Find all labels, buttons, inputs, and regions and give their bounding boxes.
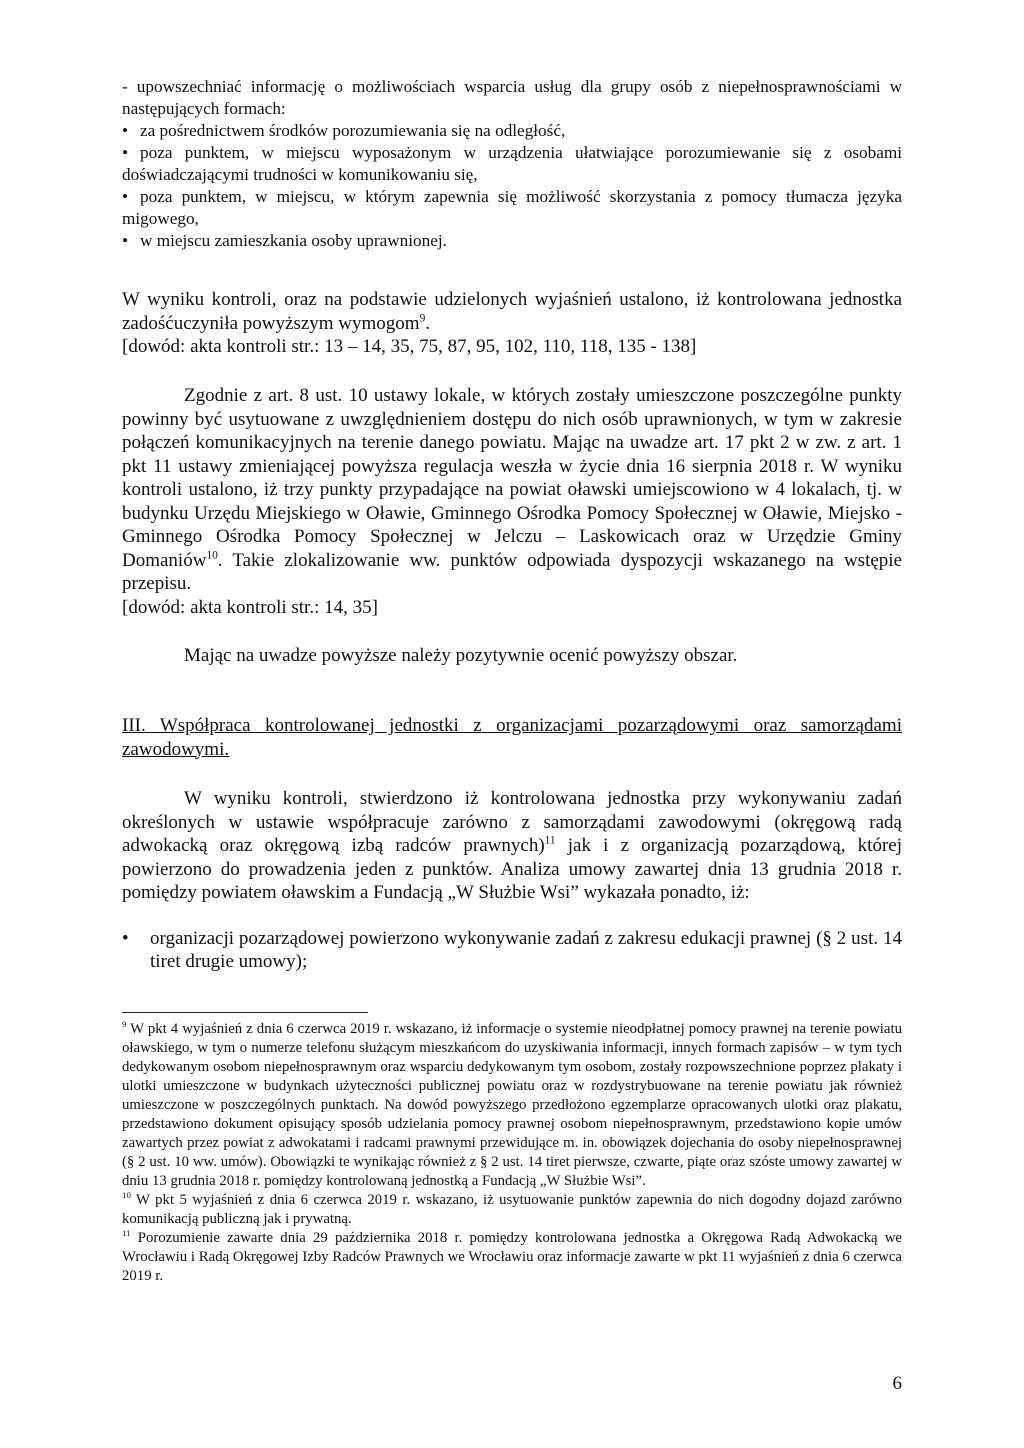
paragraph-text: jak i z organizacją pozarządową, której powierzono do prowadzenia jeden z punktów. Analiza umowy zawartej dnia 13 grudnia 2018 r. pomiędzy powiatem oławskim a Fundacją „W Służbie Wsi” wykazała ponadto, iż: (122, 835, 902, 903)
bullet-item (122, 927, 902, 974)
bullet-icon: • (122, 121, 129, 140)
footnote-text: W pkt 5 wyjaśnień z dnia 6 czerwca 2019 r. wskazano, iż usytuowanie punktów zapewnia do nich dogodny dojazd zarówno komunikacją publiczną jak i prywatną. (122, 1192, 902, 1227)
footnote-10 (122, 1191, 902, 1229)
paragraph (122, 384, 902, 596)
footnote-text: Porozumienie zawarte dnia 29 października 2018 r. pomiędzy kontrolowana jednostka a Okręgowa Radą Adwokacką we Wrocławiu i Radą Okręgowej Izby Radców Prawnych we Wrocławiu oraz informacje zawarte w pkt 11 wyjaśnień z dnia 6 czerwca 2019 r. (122, 1230, 902, 1284)
footnote-number: 9 (122, 1019, 127, 1030)
paragraph (122, 288, 902, 335)
forms-list-block (122, 76, 902, 252)
bullet-item (122, 120, 902, 142)
bullet-item (122, 186, 902, 230)
footnote-ref: 10 (206, 549, 218, 562)
footnote-number: 10 (122, 1190, 131, 1201)
bullet-item (122, 230, 902, 252)
bullet-icon: • (122, 187, 129, 206)
bullet-text: za pośrednictwem środków porozumiewania się na odległość, (140, 121, 566, 140)
findings-paragraph (122, 288, 902, 359)
footnote-ref: 9 (419, 312, 426, 325)
footnote-text: W pkt 4 wyjaśnień z dnia 6 czerwca 2019 r. wskazano, iż informacje o systemie nieodpłatnej pomocy prawnej na terenie powiatu oławskiego, w tym o numerze telefonu służącym mieszkańcom do uzyskiwania informacji, innych formach zapisów – w tym tych dedykowanym osobom niepełnosprawnym oraz wsparciu dedykowanym tym osobom, zostały rozpowszechnione poprzez plakaty i ulotki umieszczone w budynkach użyteczności publicznej powiatu oraz w rozdystrybuowane na terenie powiatu jak również umieszczone w poszczególnych punktach. Na dowód powyższego przedłożono egzemplarze opracowanych ulotki oraz plakatu, przedstawiono dokument opisujący sposób udzielania pomocy prawnej osobom niepełnosprawnym, przedstawiono kopie umów zawartych przez powiat z adwokatami i radcami prawnymi przewidujące m. in. obowiązek dojechania do osoby niepełnosprawnej (§ 2 ust. 10 ww. umów). Obowiązki te wynikając również z § 2 ust. 14 tiret pierwsze, czwarte, piąte oraz szóste umowy zawartej w dniu 13 grudnia 2018 r. pomiędzy kontrolowaną jednostką a Fundacją „W Służbie Wsi”. (122, 1021, 902, 1189)
footnote-divider (122, 1012, 368, 1013)
paragraph (122, 787, 902, 905)
page-number: 6 (892, 1373, 902, 1394)
bullet-text: poza punktem, w miejscu wyposażonym w urządzenia ułatwiające porozumiewanie się z osobami doświadczającymi trudności w komunikowaniu się, (122, 143, 902, 184)
footnote-9 (122, 1020, 902, 1191)
paragraph-text: . (425, 312, 431, 334)
bullet-text: organizacji pozarządowej powierzono wykonywanie zadań z zakresu edukacji prawnej (§ 2 ust. 14 tiret drugie umowy); (150, 927, 902, 972)
footnote-ref: 11 (544, 834, 556, 847)
paragraph-text: Zgodnie z art. 8 ust. 10 ustawy lokale, w których zostały umieszczone poszczególne punkty powinny być usytuowane z uwzględnieniem dostępu do nich osób uprawnionych, w tym w zakresie połączeń komunikacyjnych na terenie danego powiatu. Mając na uwadze art. 17 pkt 2 w zw. z art. 1 pkt 11 ustawy zmieniającej powyższa regulacja weszła w życie dnia 16 sierpnia 2018 r. W wyniku kontroli ustalono, iż trzy punkty przypadające na powiat oławski umiejscowiono w 4 lokalach, tj. w budynku Urzędu Miejskiego w Oławie, Gminnego Ośrodka Pomocy Społecznej w Oławie, Miejsko - Gminnego Ośrodka Pomocy Społecznej w Jelczu – Laskowicach oraz w Urzędzie Gminy Domaniów (122, 385, 902, 571)
intro-line: - upowszechniać informację o możliwościach wsparcia usług dla grupy osób z niepełnosprawnościami w następujących formach: (122, 77, 902, 118)
footnote-number: 11 (122, 1228, 131, 1239)
bullet-icon: • (122, 143, 129, 162)
evidence-line: [dowód: akta kontroli str.: 13 – 14, 35, 75, 87, 95, 102, 110, 118, 135 - 138] (122, 336, 697, 357)
conclusion-line: Mając na uwadze powyższe należy pozytywnie ocenić powyższy obszar. (184, 645, 738, 666)
footnote-11 (122, 1229, 902, 1286)
section-three (122, 714, 902, 974)
footnotes (122, 1020, 902, 1286)
evidence-line: [dowód: akta kontroli str.: 14, 35] (122, 596, 378, 618)
bullet-item (122, 142, 902, 186)
bullet-icon: • (122, 231, 129, 250)
bullet-text: poza punktem, w miejscu, w którym zapewnia się możliwość skorzystania z pomocy tłumacza języka migowego, (122, 187, 902, 228)
bullet-text: w miejscu zamieszkania osoby uprawnionej. (140, 231, 447, 250)
paragraph-text: W wyniku kontroli, oraz na podstawie udzielonych wyjaśnień ustalono, iż kontrolowana jednostka zadośćuczyniła powyższym wymogom (122, 289, 902, 334)
location-paragraph (122, 384, 902, 668)
section-heading: III. Współpraca kontrolowanej jednostki z organizacjami pozarządowymi oraz samorządami zawodowymi. (122, 715, 902, 760)
paragraph-text: W wyniku kontroli, stwierdzono iż kontrolowana jednostka przy wykonywaniu zadań określonych w ustawie współpracuje zarówno z samorządami zawodowymi (okręgową radą adwokacką oraz okręgową izbą radców prawnych) (122, 788, 902, 856)
paragraph-text: . Takie zlokalizowanie ww. punktów odpowiada dyspozycji wskazanego na wstępie przepisu. (122, 549, 902, 594)
bullet-icon: • (122, 927, 129, 949)
